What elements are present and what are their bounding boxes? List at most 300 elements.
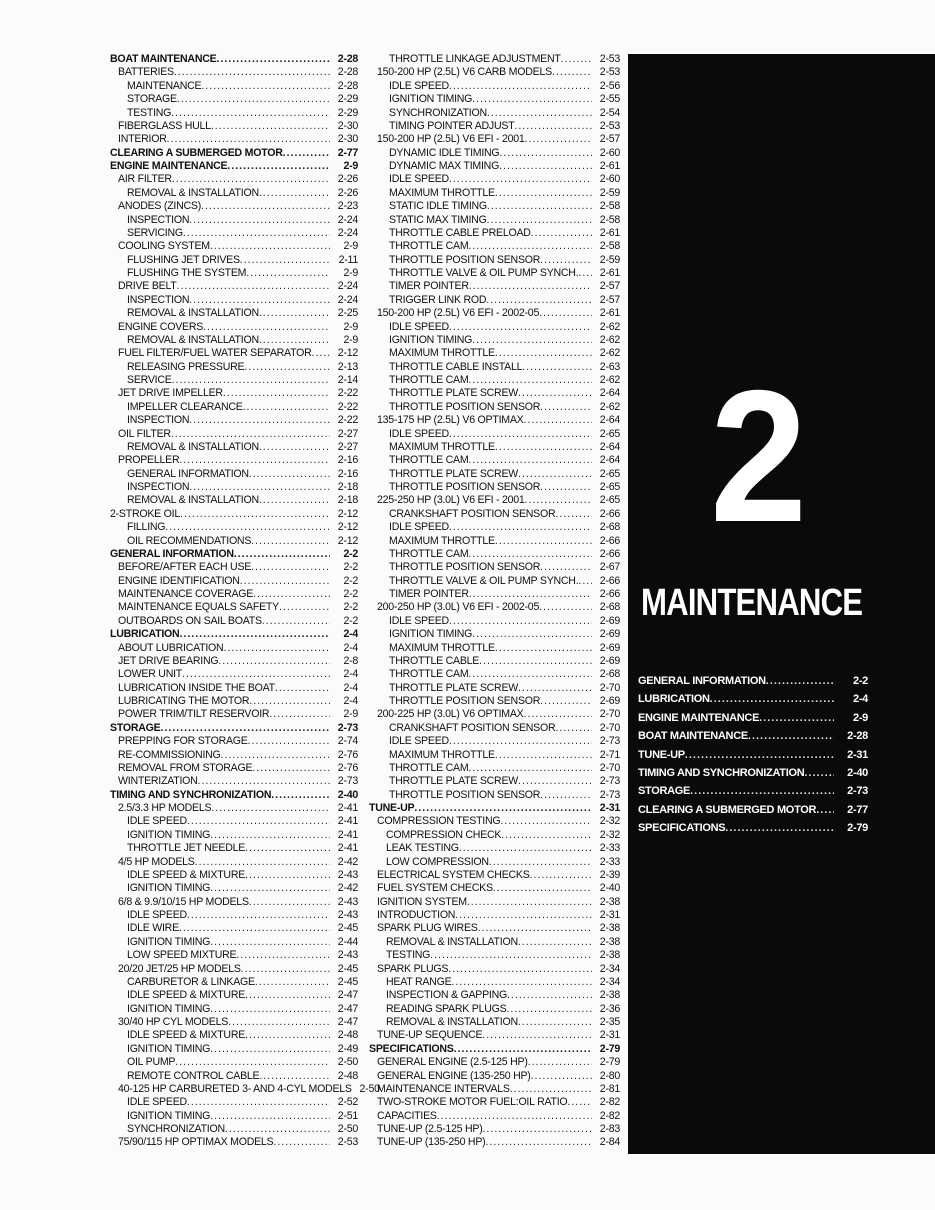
- chapter-contents-entry-page: 2-40: [847, 766, 868, 779]
- index-entry[interactable]: [369, 521, 620, 534]
- index-entry-page: 2-14: [337, 374, 358, 386]
- index-entry-page: 2-42: [337, 855, 358, 868]
- dot-leader: [189, 294, 330, 307]
- index-entry-page: 2-67: [599, 561, 620, 574]
- index-entry-label: CRANKSHAFT POSITION SENSOR: [389, 721, 556, 734]
- index-entry[interactable]: [369, 321, 620, 334]
- dot-leader: [540, 695, 592, 708]
- dot-leader: [210, 882, 330, 895]
- index-entry[interactable]: [369, 615, 620, 628]
- index-entry-page: 2-48: [337, 1069, 358, 1082]
- index-entry[interactable]: [369, 802, 620, 815]
- index-entry-page: 2-73: [599, 775, 620, 788]
- index-entry[interactable]: [369, 280, 620, 293]
- index-entry[interactable]: [369, 1016, 620, 1029]
- index-entry[interactable]: [110, 53, 358, 66]
- index-entry[interactable]: [369, 655, 620, 668]
- index-entry[interactable]: [110, 936, 358, 949]
- index-entry-label: SPARK PLUG WIRES: [377, 922, 478, 935]
- index-entry[interactable]: [110, 561, 358, 574]
- index-entry[interactable]: [369, 387, 620, 400]
- index-entry[interactable]: [110, 655, 358, 668]
- index-entry-page: 2-73: [337, 775, 358, 788]
- index-entry-label: IGNITION SYSTEM: [377, 895, 467, 908]
- index-entry[interactable]: [110, 695, 358, 708]
- index-entry-page: 2-45: [337, 975, 358, 988]
- index-entry-label: INSPECTION: [127, 213, 190, 226]
- chapter-contents-entry-label: SPECIFICATIONS: [638, 822, 726, 835]
- index-entry[interactable]: [110, 869, 358, 882]
- index-entry[interactable]: [369, 695, 620, 708]
- index-entry[interactable]: [369, 1003, 620, 1016]
- index-entry[interactable]: [110, 160, 358, 173]
- index-entry-label: MAINTENANCE EQUALS SAFETY: [118, 601, 279, 614]
- index-entry-label: 200-225 HP (3.0L) V6 OPTIMAX: [377, 708, 524, 721]
- index-entry[interactable]: [369, 1056, 620, 1069]
- index-entry-page: 2-54: [599, 106, 620, 119]
- index-entry-label: SERVICE: [127, 374, 172, 386]
- index-entry[interactable]: [110, 468, 358, 481]
- dot-leader: [236, 949, 330, 962]
- index-entry-label: IGNITION TIMING: [127, 1002, 211, 1015]
- index-entry-page: 2-48: [337, 1029, 358, 1042]
- dot-leader: [245, 989, 330, 1002]
- index-entry[interactable]: [110, 601, 358, 614]
- index-entry[interactable]: [369, 642, 620, 655]
- index-entry-page: 2-60: [599, 146, 620, 159]
- index-entry[interactable]: [369, 749, 620, 762]
- dot-leader: [685, 746, 834, 764]
- index-entry[interactable]: [110, 214, 358, 227]
- index-entry[interactable]: [369, 1123, 620, 1136]
- index-entry[interactable]: [369, 107, 620, 120]
- dot-leader: [187, 1096, 330, 1109]
- index-entry[interactable]: [369, 481, 620, 494]
- index-entry[interactable]: [369, 1110, 620, 1123]
- index-entry-label: INSPECTION: [127, 414, 190, 427]
- index-entry[interactable]: [110, 775, 358, 788]
- index-entry[interactable]: [110, 976, 358, 989]
- index-entry[interactable]: [369, 240, 620, 253]
- dot-leader: [179, 454, 330, 467]
- index-entry-label: GENERAL ENGINE (2.5-125 HP): [377, 1056, 528, 1069]
- index-entry-page: 2-9: [343, 240, 358, 253]
- index-entry[interactable]: [369, 535, 620, 548]
- index-entry-page: 2-69: [599, 628, 620, 641]
- index-entry-page: 2-53: [337, 1136, 358, 1149]
- index-entry[interactable]: [110, 240, 358, 253]
- index-entry[interactable]: [110, 307, 358, 320]
- index-entry-page: 2-50: [337, 1123, 358, 1135]
- index-entry[interactable]: [110, 267, 358, 280]
- index-entry[interactable]: [110, 922, 358, 935]
- index-entry-label: IDLE SPEED & MIXTURE: [127, 868, 246, 881]
- index-entry[interactable]: [110, 1043, 358, 1056]
- index-entry[interactable]: [369, 1070, 620, 1083]
- index-entry[interactable]: [369, 882, 620, 895]
- index-entry[interactable]: [110, 949, 358, 962]
- dot-leader: [766, 672, 834, 690]
- index-entry-label: 150-200 HP (2.5L) V6 EFI - 2002-05: [377, 307, 540, 320]
- index-entry[interactable]: [369, 508, 620, 521]
- index-entry-page: 2-33: [599, 855, 620, 868]
- index-entry-page: 2-32: [599, 815, 620, 828]
- index-entry[interactable]: [369, 775, 620, 788]
- index-entry[interactable]: [369, 963, 620, 976]
- dot-leader: [449, 80, 592, 93]
- index-entry[interactable]: [110, 842, 358, 855]
- index-entry[interactable]: [110, 133, 358, 146]
- index-entry[interactable]: [369, 842, 620, 855]
- index-entry[interactable]: [110, 280, 358, 293]
- index-entry-page: 2-4: [343, 695, 358, 707]
- index-entry[interactable]: [369, 227, 620, 240]
- index-entry[interactable]: [110, 588, 358, 601]
- index-entry[interactable]: [369, 53, 620, 66]
- index-entry[interactable]: [110, 321, 358, 334]
- dot-leader: [189, 481, 330, 494]
- dot-leader: [430, 949, 592, 962]
- chapter-contents-entry-label: ENGINE MAINTENANCE: [638, 711, 760, 724]
- chapter-contents-entry[interactable]: [638, 746, 868, 764]
- chapter-contents-entry[interactable]: [638, 764, 868, 782]
- index-entry[interactable]: [110, 708, 358, 721]
- index-entry-label: THROTTLE PLATE SCREW: [389, 775, 519, 788]
- index-entry[interactable]: [369, 93, 620, 106]
- dot-leader: [468, 668, 592, 681]
- index-entry[interactable]: [369, 909, 620, 922]
- index-entry[interactable]: [110, 1136, 358, 1149]
- index-entry-page: 2-22: [337, 387, 358, 400]
- index-entry[interactable]: [110, 1096, 358, 1109]
- index-entry-page: 2-49: [337, 1042, 358, 1055]
- index-entry[interactable]: [369, 815, 620, 828]
- index-entry[interactable]: [110, 334, 358, 347]
- index-entry[interactable]: [369, 267, 620, 280]
- index-entry[interactable]: [369, 374, 620, 387]
- index-entry[interactable]: [369, 254, 620, 267]
- index-entry[interactable]: [369, 441, 620, 454]
- index-entry-page: 2-65: [599, 494, 620, 507]
- index-entry[interactable]: [369, 428, 620, 441]
- index-entry-page: 2-39: [599, 868, 620, 881]
- index-entry[interactable]: [369, 334, 620, 347]
- index-entry[interactable]: [110, 789, 358, 802]
- dot-leader: [459, 842, 592, 855]
- index-entry[interactable]: [110, 1123, 358, 1136]
- index-entry-page: 2-47: [337, 1016, 358, 1028]
- chapter-contents-entry-page: 2-77: [847, 803, 868, 816]
- index-entry-label: THROTTLE POSITION SENSOR: [389, 695, 541, 707]
- index-entry[interactable]: [369, 214, 620, 227]
- index-entry[interactable]: [110, 1003, 358, 1016]
- index-entry[interactable]: [110, 829, 358, 842]
- dot-leader: [216, 53, 330, 66]
- index-entry[interactable]: [110, 548, 358, 561]
- index-entry[interactable]: [110, 1016, 358, 1029]
- index-entry-label: BATTERIES: [118, 66, 174, 79]
- index-entry[interactable]: [110, 535, 358, 548]
- index-entry[interactable]: [110, 441, 358, 454]
- index-entry[interactable]: [110, 173, 358, 186]
- index-entry[interactable]: [110, 454, 358, 467]
- index-entry[interactable]: [110, 481, 358, 494]
- index-entry-label: DRIVE BELT: [118, 280, 177, 293]
- index-entry-label: INSPECTION: [127, 481, 190, 493]
- dot-leader: [690, 782, 834, 800]
- index-entry-page: 2-8: [343, 654, 358, 667]
- index-entry[interactable]: [110, 989, 358, 1002]
- index-entry-page: 2-12: [337, 534, 358, 547]
- index-entry-label: THROTTLE JET NEEDLE: [127, 842, 246, 855]
- index-entry-label: FUEL SYSTEM CHECKS: [377, 882, 493, 895]
- index-entry[interactable]: [110, 80, 358, 93]
- index-entry[interactable]: [369, 200, 620, 213]
- index-entry-label: ENGINE COVERS: [118, 320, 204, 333]
- index-entry[interactable]: [110, 1056, 358, 1069]
- index-entry[interactable]: [110, 909, 358, 922]
- index-entry[interactable]: [110, 628, 358, 641]
- index-entry[interactable]: [110, 347, 358, 360]
- index-entry[interactable]: [110, 1082, 380, 1096]
- index-entry[interactable]: [110, 856, 358, 869]
- index-entry[interactable]: [369, 708, 620, 721]
- index-entry-page: 2-62: [599, 374, 620, 386]
- dot-leader: [259, 187, 330, 200]
- index-entry[interactable]: [110, 294, 358, 307]
- index-entry-page: 2-9: [343, 320, 358, 333]
- chapter-contents-entry-page: 2-4: [853, 693, 868, 706]
- dot-leader: [495, 187, 592, 200]
- index-entry[interactable]: [369, 588, 620, 601]
- index-entry[interactable]: [110, 1029, 358, 1042]
- index-entry-page: 2-44: [337, 935, 358, 948]
- index-entry[interactable]: [110, 722, 358, 735]
- dot-leader: [479, 655, 592, 668]
- chapter-contents-entry[interactable]: [638, 709, 868, 727]
- index-entry-label: JET DRIVE IMPELLER: [118, 387, 223, 400]
- index-entry-page: 2-73: [599, 735, 620, 748]
- dot-leader: [449, 521, 592, 534]
- index-entry[interactable]: [369, 548, 620, 561]
- index-entry-page: 2-29: [337, 106, 358, 119]
- dot-leader: [525, 494, 592, 507]
- index-entry[interactable]: [110, 882, 358, 895]
- index-entry[interactable]: [369, 682, 620, 695]
- index-entry[interactable]: [369, 722, 620, 735]
- dot-leader: [487, 214, 592, 227]
- index-entry[interactable]: [369, 1043, 620, 1056]
- index-entry-label: MAXIMUM THROTTLE: [389, 440, 495, 453]
- index-entry[interactable]: [369, 735, 620, 748]
- index-entry[interactable]: [369, 869, 620, 882]
- dot-leader: [495, 441, 592, 454]
- index-entry-page: 2-79: [599, 1056, 620, 1069]
- dot-leader: [501, 829, 592, 842]
- index-entry[interactable]: [110, 227, 358, 240]
- index-entry-page: 2-43: [337, 949, 358, 962]
- index-entry[interactable]: [369, 896, 620, 909]
- index-entry[interactable]: [369, 1029, 620, 1042]
- index-entry[interactable]: [369, 454, 620, 467]
- index-entry[interactable]: [110, 508, 358, 521]
- index-entry[interactable]: [369, 414, 620, 427]
- index-entry[interactable]: [110, 1110, 358, 1123]
- index-entry-label: 135-175 HP (2.5L) V6 OPTIMAX: [377, 414, 524, 427]
- index-entry[interactable]: [110, 615, 358, 628]
- index-entry[interactable]: [369, 468, 620, 481]
- index-entry-label: GENERAL INFORMATION: [110, 547, 234, 560]
- index-entry-page: 2-43: [337, 909, 358, 921]
- index-entry[interactable]: [110, 749, 358, 762]
- chapter-contents-entry[interactable]: [638, 819, 868, 837]
- index-entry[interactable]: [369, 762, 620, 775]
- index-entry[interactable]: [369, 307, 620, 320]
- dot-leader: [530, 869, 592, 882]
- index-entry-page: 2-65: [599, 481, 620, 493]
- dot-leader: [482, 1123, 592, 1136]
- index-entry[interactable]: [369, 561, 620, 574]
- index-entry[interactable]: [110, 428, 358, 441]
- dot-leader: [486, 294, 592, 307]
- index-entry[interactable]: [369, 936, 620, 949]
- index-entry[interactable]: [110, 575, 358, 588]
- index-entry[interactable]: [369, 922, 620, 935]
- index-entry[interactable]: [369, 80, 620, 93]
- index-entry[interactable]: [369, 173, 620, 186]
- index-entry[interactable]: [110, 521, 358, 534]
- index-entry-page: 2-34: [599, 975, 620, 988]
- dot-leader: [540, 561, 592, 574]
- index-entry[interactable]: [110, 187, 358, 200]
- index-entry[interactable]: [110, 374, 358, 387]
- index-entry[interactable]: [369, 347, 620, 360]
- index-entry[interactable]: [369, 133, 620, 146]
- dot-leader: [468, 762, 592, 775]
- index-entry[interactable]: [110, 642, 358, 655]
- index-entry-label: 40-125 HP CARBURETED 3- AND 4-CYL MODELS: [118, 1082, 352, 1095]
- index-entry-page: 2-62: [599, 320, 620, 333]
- dot-leader: [482, 1029, 592, 1042]
- index-entry[interactable]: [369, 294, 620, 307]
- index-entry-label: SPARK PLUGS: [377, 962, 449, 975]
- index-entry[interactable]: [369, 66, 620, 79]
- index-entry-label: INTRODUCTION: [377, 909, 456, 921]
- index-entry[interactable]: [369, 494, 620, 507]
- index-entry[interactable]: [369, 989, 620, 1002]
- dot-leader: [240, 254, 330, 267]
- index-entry[interactable]: [110, 762, 358, 775]
- chapter-contents-entry[interactable]: [638, 727, 868, 745]
- index-entry[interactable]: [110, 494, 358, 507]
- index-entry[interactable]: [369, 120, 620, 133]
- index-entry[interactable]: [110, 93, 358, 106]
- index-entry[interactable]: [369, 147, 620, 160]
- dot-leader: [259, 494, 330, 507]
- chapter-contents-entry-label: GENERAL INFORMATION: [638, 675, 766, 687]
- index-entry-page: 2-45: [337, 962, 358, 975]
- index-entry[interactable]: [110, 401, 358, 414]
- dot-leader: [241, 963, 330, 976]
- index-entry[interactable]: [369, 628, 620, 641]
- index-entry[interactable]: [110, 668, 358, 681]
- index-entry-label: 20/20 JET/25 HP MODELS: [118, 962, 241, 975]
- index-entry[interactable]: [110, 200, 358, 213]
- dot-leader: [246, 267, 330, 280]
- chapter-contents-entry[interactable]: [638, 801, 868, 819]
- chapter-contents-entry[interactable]: [638, 690, 868, 708]
- index-entry-label: LOW COMPRESSION: [386, 855, 489, 868]
- index-entry-page: 2-2: [343, 601, 358, 614]
- index-entry[interactable]: [110, 66, 358, 79]
- dot-leader: [518, 468, 592, 481]
- dot-leader: [449, 615, 592, 628]
- index-entry[interactable]: [110, 107, 358, 120]
- index-entry[interactable]: [369, 160, 620, 173]
- index-entry[interactable]: [369, 668, 620, 681]
- index-entry[interactable]: [369, 575, 620, 588]
- dot-leader: [487, 107, 592, 120]
- index-entry[interactable]: [110, 963, 358, 976]
- index-entry[interactable]: [110, 815, 358, 828]
- index-entry[interactable]: [110, 414, 358, 427]
- index-entry[interactable]: [110, 735, 358, 748]
- chapter-contents-entry[interactable]: [638, 672, 868, 690]
- index-entry[interactable]: [369, 789, 620, 802]
- index-entry[interactable]: [110, 254, 358, 267]
- index-entry-page: 2-2: [343, 547, 358, 560]
- index-entry[interactable]: [369, 401, 620, 414]
- index-entry-page: 2-62: [599, 400, 620, 413]
- index-entry[interactable]: [369, 187, 620, 200]
- index-entry[interactable]: [110, 1070, 358, 1083]
- index-entry-label: THROTTLE CABLE: [389, 654, 480, 667]
- index-entry-label: MAXIMUM THROTTLE: [389, 347, 495, 360]
- index-entry[interactable]: [110, 147, 358, 160]
- index-entry[interactable]: [110, 802, 358, 815]
- index-entry-page: 2-68: [599, 521, 620, 534]
- index-entry[interactable]: [110, 896, 358, 909]
- index-column-middle: [369, 53, 620, 1150]
- chapter-contents-entry-page: 2-31: [847, 748, 868, 761]
- index-entry-page: 2-61: [599, 267, 620, 279]
- index-entry-page: 2-59: [599, 253, 620, 266]
- index-entry-page: 2-58: [599, 240, 620, 253]
- index-entry[interactable]: [110, 387, 358, 400]
- index-entry[interactable]: [369, 829, 620, 842]
- dot-leader: [449, 321, 592, 334]
- index-entry[interactable]: [369, 856, 620, 869]
- dot-leader: [495, 749, 592, 762]
- index-entry[interactable]: [369, 1083, 620, 1096]
- dot-leader: [518, 682, 592, 695]
- index-entry[interactable]: [369, 361, 620, 374]
- dot-leader: [759, 709, 834, 727]
- chapter-contents-entry[interactable]: [638, 782, 868, 800]
- index-entry[interactable]: [110, 682, 358, 695]
- index-entry[interactable]: [369, 949, 620, 962]
- dot-leader: [539, 601, 592, 614]
- index-entry[interactable]: [369, 1136, 620, 1149]
- index-entry[interactable]: [110, 120, 358, 133]
- index-entry-label: LUBRICATION INSIDE THE BOAT: [118, 681, 275, 694]
- index-entry[interactable]: [110, 361, 358, 374]
- index-entry-label: THROTTLE PLATE SCREW: [389, 387, 519, 400]
- chapter-contents-entry-label: BOAT MAINTENANCE: [638, 730, 748, 743]
- index-entry[interactable]: [369, 1096, 620, 1109]
- index-entry[interactable]: [369, 976, 620, 989]
- index-entry[interactable]: [369, 601, 620, 614]
